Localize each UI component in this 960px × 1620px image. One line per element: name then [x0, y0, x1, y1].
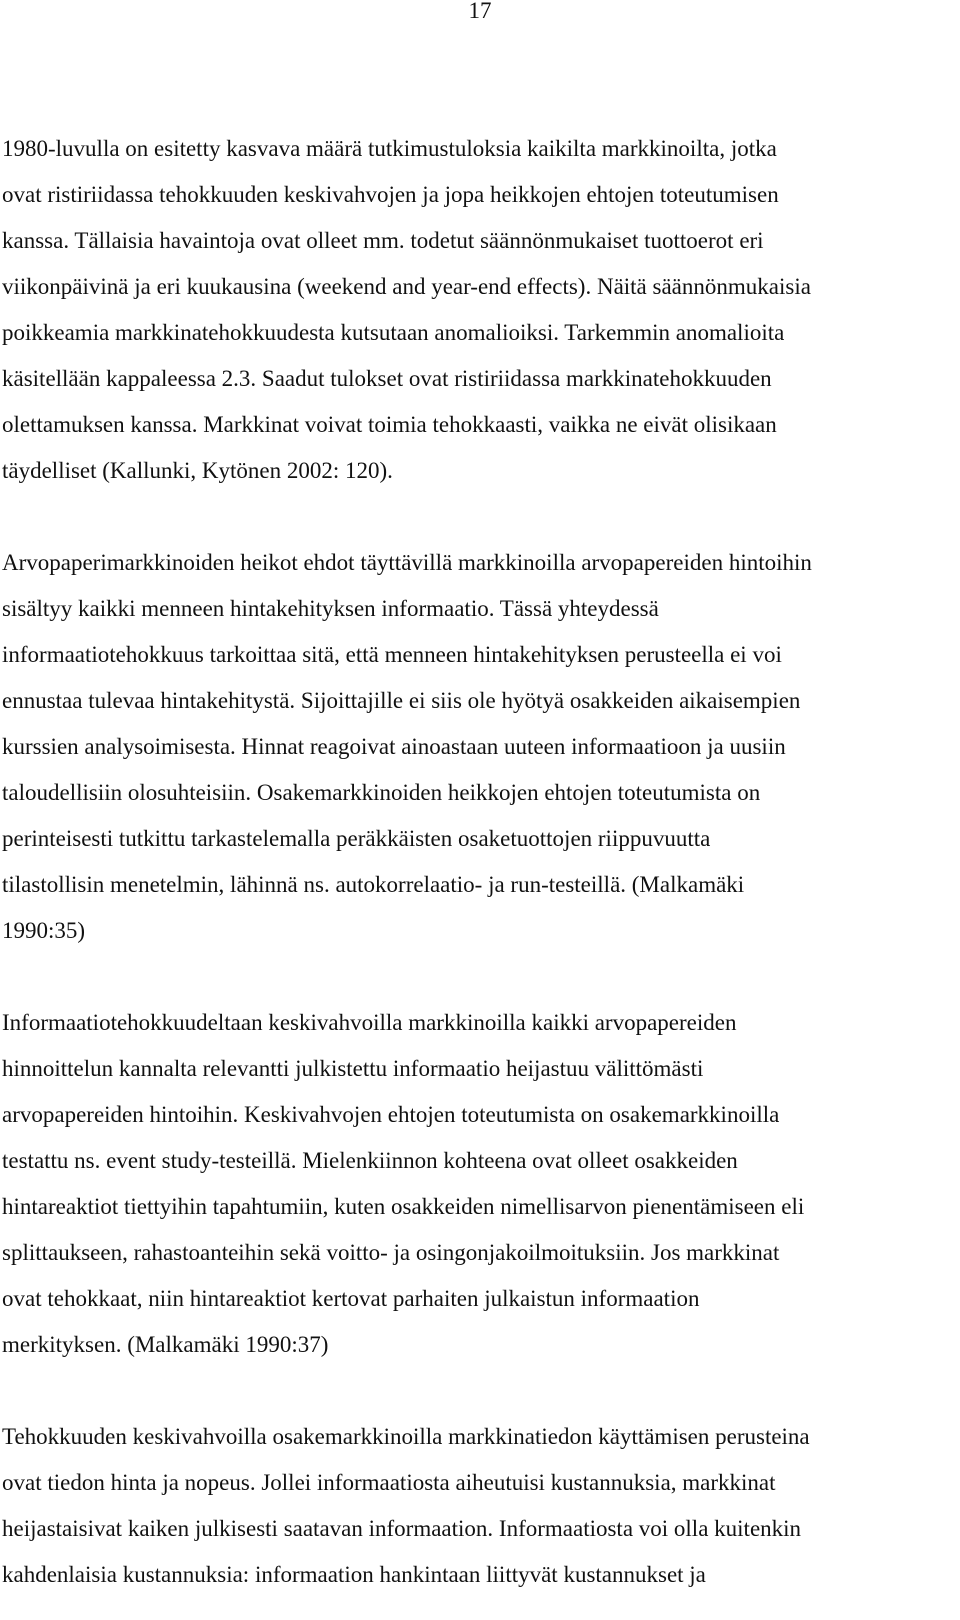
paragraph-2: [2, 540, 922, 954]
paragraph-4: [2, 1414, 922, 1598]
text-line: taloudellisiin olosuhteisiin. Osakemarkkinoiden heikkojen ehtojen toteutumista on: [2, 780, 761, 805]
text-line: ovat tehokkaat, niin hintareaktiot kertovat parhaiten julkaistun informaation: [2, 1286, 700, 1311]
text-line: Informaatiotehokkuudeltaan keskivahvoilla markkinoilla kaikki arvopapereiden: [2, 1010, 737, 1035]
text-line: kahdenlaisia kustannuksia: informaation hankintaan liittyvät kustannukset ja: [2, 1562, 706, 1587]
text-line: Arvopaperimarkkinoiden heikot ehdot täyttävillä markkinoilla arvopapereiden hintoihin: [2, 550, 812, 575]
paragraph-3: [2, 1000, 922, 1368]
text-line: tilastollisin menetelmin, lähinnä ns. autokorrelaatio- ja run-testeillä. (Malkamäki: [2, 872, 745, 897]
text-line: informaatiotehokkuus tarkoittaa sitä, että menneen hintakehityksen perusteella ei voi: [2, 642, 782, 667]
text-line: hinnoittelun kannalta relevantti julkistettu informaatio heijastuu välittömästi: [2, 1056, 704, 1081]
text-line: täydelliset (Kallunki, Kytönen 2002: 120).: [2, 458, 393, 483]
text-line: olettamuksen kanssa. Markkinat voivat toimia tehokkaasti, vaikka ne eivät olisikaan: [2, 412, 777, 437]
text-line: ovat tiedon hinta ja nopeus. Jollei informaatiosta aiheutuisi kustannuksia, markkinat: [2, 1470, 776, 1495]
text-line: käsitellään kappaleessa 2.3. Saadut tulokset ovat ristiriidassa markkinatehokkuuden: [2, 366, 772, 391]
text-line: ennustaa tulevaa hintakehitystä. Sijoittajille ei siis ole hyötyä osakkeiden aikaisempien: [2, 688, 801, 713]
text-line: kurssien analysoimisesta. Hinnat reagoivat ainoastaan uuteen informaatioon ja uusiin: [2, 734, 786, 759]
text-line: poikkeamia markkinatehokkuudesta kutsutaan anomalioiksi. Tarkemmin anomalioita: [2, 320, 785, 345]
text-line: hintareaktiot tiettyihin tapahtumiin, kuten osakkeiden nimellisarvon pienentämiseen eli: [2, 1194, 805, 1219]
text-line: 1980-luvulla on esitetty kasvava määrä tutkimustuloksia kaikilta markkinoilta, jotka: [2, 136, 777, 161]
page-number: 17: [468, 0, 492, 23]
text-line: testattu ns. event study-testeillä. Mielenkiinnon kohteena ovat olleet osakkeiden: [2, 1148, 738, 1173]
text-line: arvopapereiden hintoihin. Keskivahvojen ehtojen toteutumista on osakemarkkinoilla: [2, 1102, 780, 1127]
text-line: ovat ristiriidassa tehokkuuden keskivahvojen ja jopa heikkojen ehtojen toteutumisen: [2, 182, 779, 207]
text-line: splittaukseen, rahastoanteihin sekä voitto- ja osingonjakoilmoituksiin. Jos markkinat: [2, 1240, 780, 1265]
paragraph-1: [2, 126, 922, 494]
text-line: merkityksen. (Malkamäki 1990:37): [2, 1332, 329, 1357]
text-line: kanssa. Tällaisia havaintoja ovat olleet mm. todetut säännönmukaiset tuottoerot eri: [2, 228, 764, 253]
document-body: [0, 126, 922, 1598]
text-line: 1990:35): [2, 918, 86, 943]
text-line: perinteisesti tutkittu tarkastelemalla peräkkäisten osaketuottojen riippuvuutta: [2, 826, 711, 851]
text-line: viikonpäivinä ja eri kuukausina (weekend and year-end effects). Näitä säännönmukaisia: [2, 274, 811, 299]
text-line: heijastaisivat kaiken julkisesti saatavan informaation. Informaatiosta voi olla kuitenkin: [2, 1516, 802, 1541]
text-line: Tehokkuuden keskivahvoilla osakemarkkinoilla markkinatiedon käyttämisen perusteina: [2, 1424, 810, 1449]
text-line: sisältyy kaikki menneen hintakehityksen informaatio. Tässä yhteydessä: [2, 596, 659, 621]
